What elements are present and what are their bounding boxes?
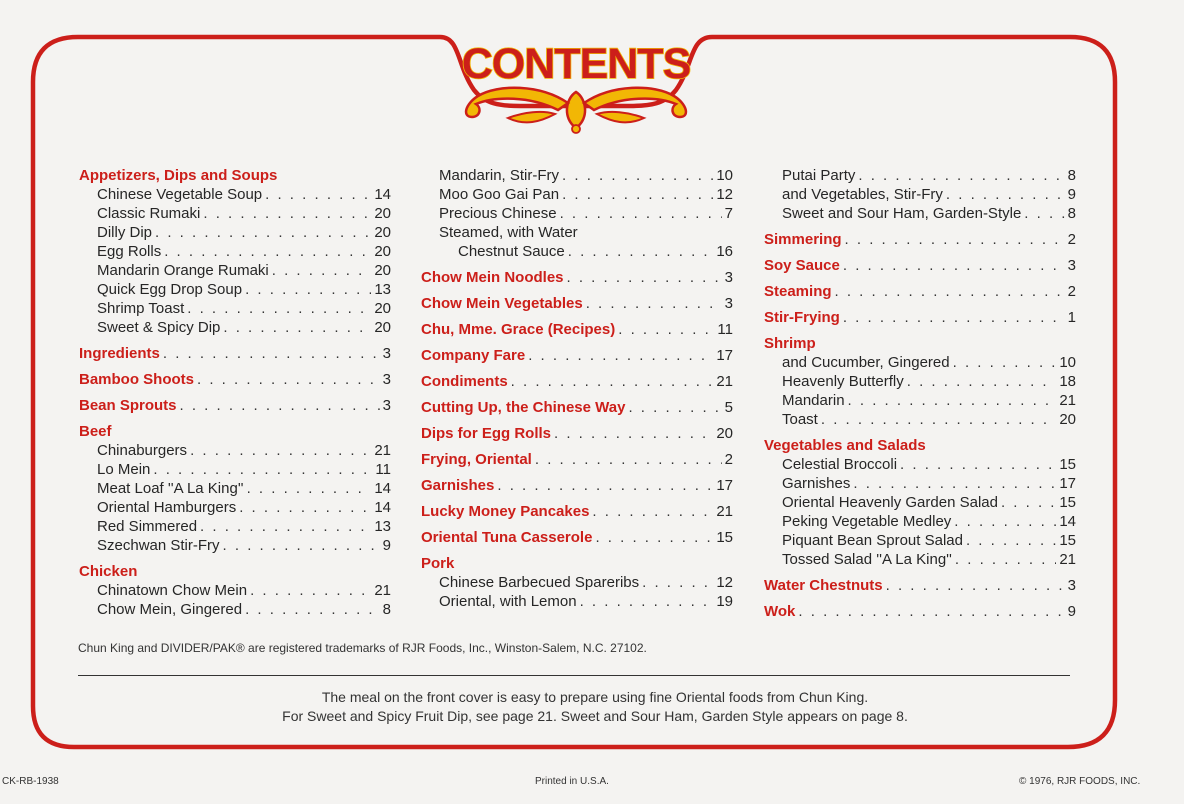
toc-entry[interactable]: Quick Egg Drop Soup . . . 13 bbox=[79, 280, 391, 299]
toc-entry[interactable]: Oriental Hamburgers . . . 14 bbox=[79, 498, 391, 517]
toc-heading-entry[interactable]: Chu, Mme. Grace (Recipes) . . . 11 bbox=[421, 320, 733, 339]
toc-entry[interactable]: Celestial Broccoli . . . 15 bbox=[764, 455, 1076, 474]
toc-entry[interactable]: Chinaburgers . . . 21 bbox=[79, 441, 391, 460]
ornament-scroll bbox=[466, 88, 686, 133]
divider-rule bbox=[78, 675, 1070, 676]
toc-heading: Shrimp bbox=[764, 335, 816, 352]
toc-column-3 bbox=[764, 166, 1076, 621]
copyright: © 1976, RJR FOODS, INC. bbox=[1019, 776, 1141, 787]
toc-heading-entry[interactable]: Chow Mein Vegetables . . . 3 bbox=[421, 294, 733, 313]
cover-note-line-2: For Sweet and Spicy Fruit Dip, see page 21. Sweet and Sour Ham, Garden Style appears on page 8. bbox=[282, 708, 908, 724]
toc-heading: Beef bbox=[79, 423, 112, 440]
toc-column-2 bbox=[421, 166, 733, 611]
toc-entry[interactable]: Classic Rumaki . . . 20 bbox=[79, 204, 391, 223]
toc-heading-entry[interactable]: Condiments . . . 21 bbox=[421, 372, 733, 391]
toc-heading-entry[interactable]: Simmering . . . 2 bbox=[764, 230, 1076, 249]
toc-entry[interactable]: and Cucumber, Gingered . . . 10 bbox=[764, 353, 1076, 372]
toc-entry[interactable]: Moo Goo Gai Pan . . . 12 bbox=[421, 185, 733, 204]
toc-entry[interactable]: Chinatown Chow Mein . . . 21 bbox=[79, 581, 391, 600]
toc-entry[interactable]: Toast . . . 20 bbox=[764, 410, 1076, 429]
toc-entry-wrapped[interactable]: Steamed, with Water bbox=[439, 224, 578, 241]
toc-entry[interactable]: Chinese Barbecued Spareribs . . . 12 bbox=[421, 573, 733, 592]
trademark-notice: Chun King and DIVIDER/PAK® are registered trademarks of RJR Foods, Inc., Winston-Salem, N.C. 27102. bbox=[78, 641, 647, 655]
toc-heading-entry[interactable]: Water Chestnuts . . . 3 bbox=[764, 576, 1076, 595]
toc-heading-entry[interactable]: Garnishes . . . 17 bbox=[421, 476, 733, 495]
toc-heading-entry[interactable]: Ingredients . . . 3 bbox=[79, 344, 391, 363]
toc-entry[interactable]: Garnishes . . . 17 bbox=[764, 474, 1076, 493]
toc-heading-entry[interactable]: Soy Sauce . . . 3 bbox=[764, 256, 1076, 275]
toc-entry[interactable]: Chinese Vegetable Soup . . . 14 bbox=[79, 185, 391, 204]
toc-heading-entry[interactable]: Bamboo Shoots . . . 3 bbox=[79, 370, 391, 389]
toc-entry[interactable]: Sweet and Sour Ham, Garden-Style . . . 8 bbox=[764, 204, 1076, 223]
toc-entry[interactable]: Piquant Bean Sprout Salad . . . 15 bbox=[764, 531, 1076, 550]
toc-entry[interactable]: Peking Vegetable Medley . . . 14 bbox=[764, 512, 1076, 531]
catalog-code: CK-RB-1938 bbox=[2, 776, 59, 787]
cover-note-line-1: The meal on the front cover is easy to prepare using fine Oriental foods from Chun King. bbox=[321, 689, 869, 705]
toc-entry[interactable]: Oriental Heavenly Garden Salad . . . 15 bbox=[764, 493, 1076, 512]
toc-heading-entry[interactable]: Wok . . . 9 bbox=[764, 602, 1076, 621]
toc-heading: Chicken bbox=[79, 563, 138, 580]
toc-entry[interactable]: Sweet & Spicy Dip . . . 20 bbox=[79, 318, 391, 337]
toc-heading-entry[interactable]: Oriental Tuna Casserole . . . 15 bbox=[421, 528, 733, 547]
toc-entry[interactable]: Meat Loaf ''A La King'' . . . 14 bbox=[79, 479, 391, 498]
toc-entry[interactable]: Tossed Salad ''A La King'' . . . 21 bbox=[764, 550, 1076, 569]
toc-entry[interactable]: Shrimp Toast . . . 20 bbox=[79, 299, 391, 318]
toc-entry[interactable]: Oriental, with Lemon . . . 19 bbox=[421, 592, 733, 611]
toc-heading-entry[interactable]: Lucky Money Pancakes . . . 21 bbox=[421, 502, 733, 521]
toc-entry[interactable]: Putai Party . . . 8 bbox=[764, 166, 1076, 185]
toc-heading-entry[interactable]: Chow Mein Noodles . . . 3 bbox=[421, 268, 733, 287]
contents-title: CONTENTS bbox=[461, 40, 691, 88]
toc-entry[interactable]: Mandarin, Stir-Fry . . . 10 bbox=[421, 166, 733, 185]
toc-heading: Appetizers, Dips and Soups bbox=[79, 167, 278, 184]
toc-heading-entry[interactable]: Company Fare . . . 17 bbox=[421, 346, 733, 365]
toc-entry[interactable]: Heavenly Butterfly . . . 18 bbox=[764, 372, 1076, 391]
toc-entry[interactable]: Dilly Dip . . . 20 bbox=[79, 223, 391, 242]
toc-heading-entry[interactable]: Bean Sprouts . . . 3 bbox=[79, 396, 391, 415]
toc-entry[interactable]: Chow Mein, Gingered . . . 8 bbox=[79, 600, 391, 619]
toc-heading-entry[interactable]: Stir-Frying . . . 1 bbox=[764, 308, 1076, 327]
toc-entry[interactable]: and Vegetables, Stir-Fry . . . 9 bbox=[764, 185, 1076, 204]
toc-heading-entry[interactable]: Frying, Oriental . . . 2 bbox=[421, 450, 733, 469]
toc-heading: Vegetables and Salads bbox=[764, 437, 926, 454]
toc-entry[interactable]: Mandarin Orange Rumaki . . . 20 bbox=[79, 261, 391, 280]
toc-heading-entry[interactable]: Steaming . . . 2 bbox=[764, 282, 1076, 301]
toc-entry[interactable]: Chestnut Sauce . . . 16 bbox=[421, 242, 733, 261]
toc-entry[interactable]: Red Simmered . . . 13 bbox=[79, 517, 391, 536]
toc-column-1 bbox=[79, 166, 391, 619]
toc-entry[interactable]: Egg Rolls . . . 20 bbox=[79, 242, 391, 261]
toc-entry[interactable]: Szechwan Stir-Fry . . . 9 bbox=[79, 536, 391, 555]
toc-heading-entry[interactable]: Dips for Egg Rolls . . . 20 bbox=[421, 424, 733, 443]
toc-entry[interactable]: Mandarin . . . 21 bbox=[764, 391, 1076, 410]
toc-heading-entry[interactable]: Cutting Up, the Chinese Way . . . 5 bbox=[421, 398, 733, 417]
toc-entry[interactable]: Precious Chinese . . . 7 bbox=[421, 204, 733, 223]
toc-heading: Pork bbox=[421, 555, 455, 572]
printed-in: Printed in U.S.A. bbox=[535, 776, 609, 787]
toc-entry[interactable]: Lo Mein . . . 11 bbox=[79, 460, 391, 479]
